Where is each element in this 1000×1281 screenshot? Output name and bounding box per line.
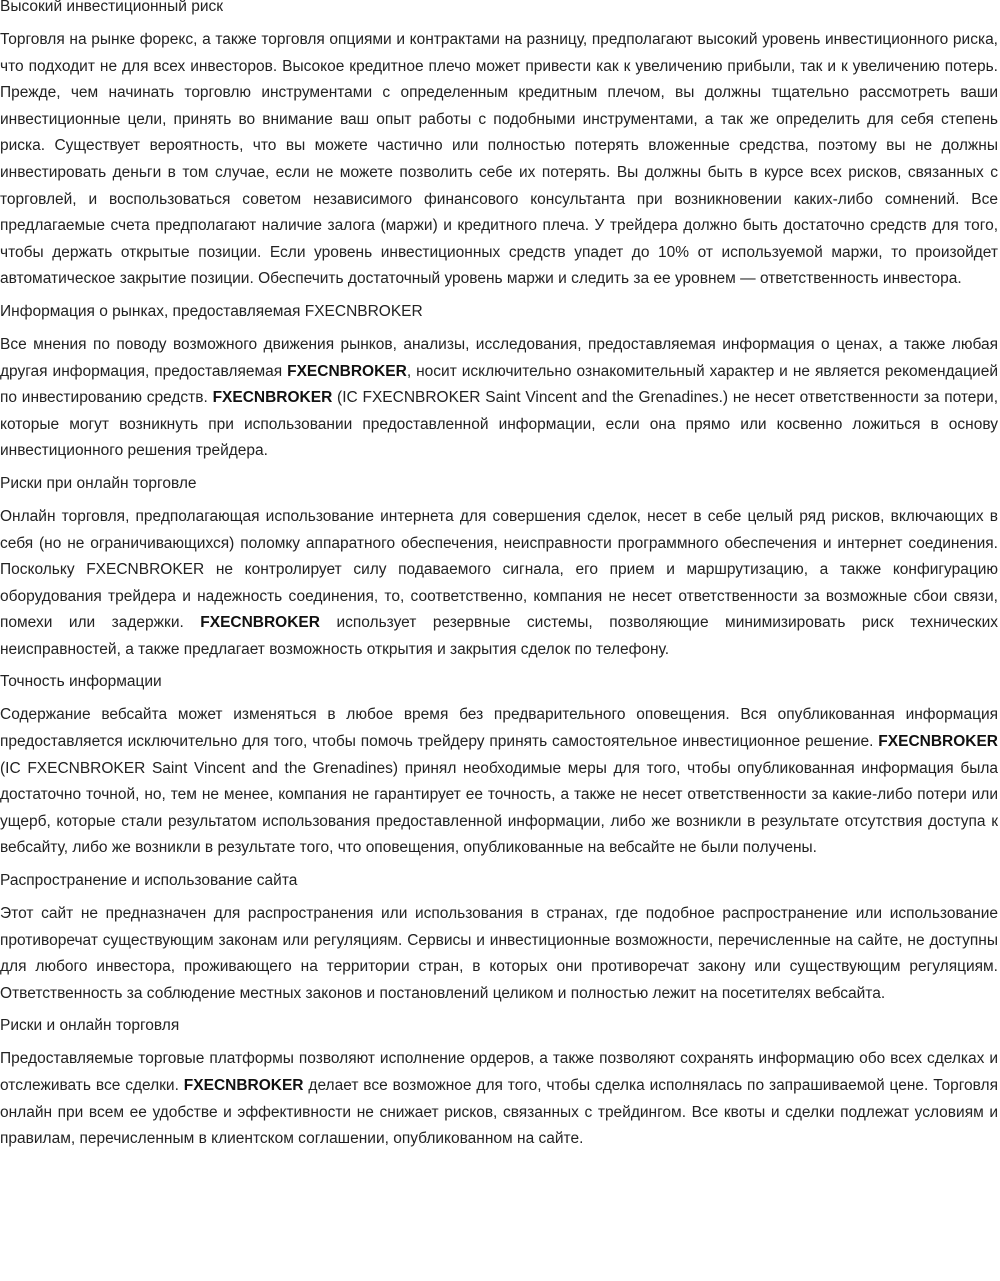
section-body-risks-online-trading — [0, 1046, 998, 1152]
section-title-online-trading-risks: Риски при онлайн торговле — [0, 474, 197, 492]
paragraph-text: Все мнения по поводу возможного движения рынков, анализы, исследования, предоставляемая информация о ценах, а также любая другая информация, предоставляемая — [0, 335, 998, 380]
section-body-information-accuracy — [0, 702, 998, 862]
paragraph-text: (IC FXECNBROKER Saint Vincent and the Grenadines) принял необходимые меры для того, чтобы опубликованная информация была достаточно точной, но, тем не менее, компания не гарантирует ее точность, а также не несет ответственности за какие-либо потери или ущерб, которые стали результатом использования предоставленной информации, либо же возникли в результате отсутствия доступа к вебсайту, либо же возникли в результате того, что оповещения, опубликованные на вебсайте не были получены. — [0, 759, 998, 857]
brand-name: FXECNBROKER — [212, 389, 333, 407]
brand-name: FXECNBROKER — [183, 1077, 304, 1094]
brand-name: FXECNBROKER — [287, 362, 407, 380]
section-body-high-investment-risk — [0, 27, 998, 293]
section-body-site-distribution — [0, 901, 998, 1007]
section-title-risks-online-trading: Риски и онлайн торговля — [0, 1017, 180, 1035]
section-title-information-accuracy: Точность информации — [0, 673, 162, 691]
section-body-market-information — [0, 332, 998, 465]
paragraph-text: (IC FXECNBROKER Saint Vincent and the Grenadines.) не несет ответственности за потери, которые могут возникнуть при использовании предоставленной информации, если она прямо или косвенно ложиться в основу инвестиционного решения трейдера. — [0, 389, 998, 460]
section-body-online-trading-risks — [0, 504, 998, 664]
section-title-market-information: Информация о рынках, предоставляемая FXECNBROKER — [0, 302, 423, 320]
brand-name: FXECNBROKER — [200, 614, 320, 632]
paragraph-text: Онлайн торговля, предполагающая использование интернета для совершения сделок, несет в себе целый ряд рисков, включающих в себя (но не ограничивающихся) поломку аппаратного обеспечения, неисправности программного обеспечения и интернет соединения. Поскольку FXECNBROKER не контролирует силу подаваемого сигнала, его прием и маршрутизацию, а также конфигурацию оборудования трейдера и надежность соединения, то, соответственно, компания не несет ответственности за возможные сбои связи, помехи или задержки. — [0, 507, 998, 632]
brand-name: FXECNBROKER — [878, 733, 998, 751]
paragraph-text: Содержание вебсайта может изменяться в любое время без предварительного оповещения. Вся опубликованная информация предоставляется исключительно для того, чтобы помочь трейдеру принять самостоятельное инвестиционное решение. — [0, 706, 998, 751]
paragraph-text: Этот сайт не предназначен для распространения или использования в странах, где подобное распространение или использование противоречат существующим законам или регуляциям. Сервисы и инвестиционные возможности, перечисленные на сайте, не доступны для любого инвестора, проживающего на территории стран, в которых они противоречат закону или существующим регуляциям. Ответственность за соблюдение местных законов и постановлений целиком и полностью лежит на посетителях вебсайта. — [0, 905, 998, 1002]
paragraph-text: Предоставляемые торговые платформы позволяют исполнение ордеров, а также позволяют сохранять информацию обо всех сделках и отслеживать все сделки. — [0, 1050, 998, 1094]
paragraph-text: , носит исключительно ознакомительный характер и не является рекомендацией по инвестированию средств. — [0, 362, 998, 407]
section-title-site-distribution: Распространение и использование сайта — [0, 872, 298, 890]
paragraph-text: Торговля на рынке форекс, а также торговля опциями и контрактами на разницу, предполагают высокий уровень инвестиционного риска, что подходит не для всех инвесторов. Высокое кредитное плечо может привести как к увеличению прибыли, так и к увеличению потерь. Прежде, чем начинать торговлю инструментами с определенным кредитным плечом, вы должны тщательно рассмотреть ваши инвестиционные цели, принять во внимание ваш опыт работы с подобными инструментами, а так же определить для себя степень риска. Существует вероятность, что вы можете частично или полностью потерять вложенные средства, поэтому вы не должны инвестировать деньги в том случае, если не можете позволить себе их потерять. Вы должны быть в курсе всех рисков, связанных с торговлей, и воспользоваться советом независимого финансового консультанта при возникновении каких-либо сомнений. Все предлагаемые счета предполагают наличие залога (маржи) и кредитного плеча. У трейдера должно быть достаточно средств для того, чтобы держать открытые позиции. Если уровень инвестиционных средств упадет до 10% от используемой маржи, то произойдет автоматическое закрытие позиции. Обеспечить достаточный уровень маржи и следить за ее уровнем — ответственность инвестора. — [0, 31, 998, 288]
paragraph-text: использует резервные системы, позволяющие минимизировать риск технических неисправностей, а также предлагает возможность открытия и закрытия сделок по телефону. — [0, 614, 998, 658]
section-title-high-investment-risk: Высокий инвестиционный риск — [0, 0, 224, 15]
paragraph-text: делает все возможное для того, чтобы сделка исполнялась по запрашиваемой цене. Торговля онлайн при всем ее удобстве и эффективности не снижает рисков, связанных с трейдингом. Все квоты и сделки подлежат условиям и правилам, перечисленным в клиентском соглашении, опубликованном на сайте. — [0, 1077, 998, 1148]
